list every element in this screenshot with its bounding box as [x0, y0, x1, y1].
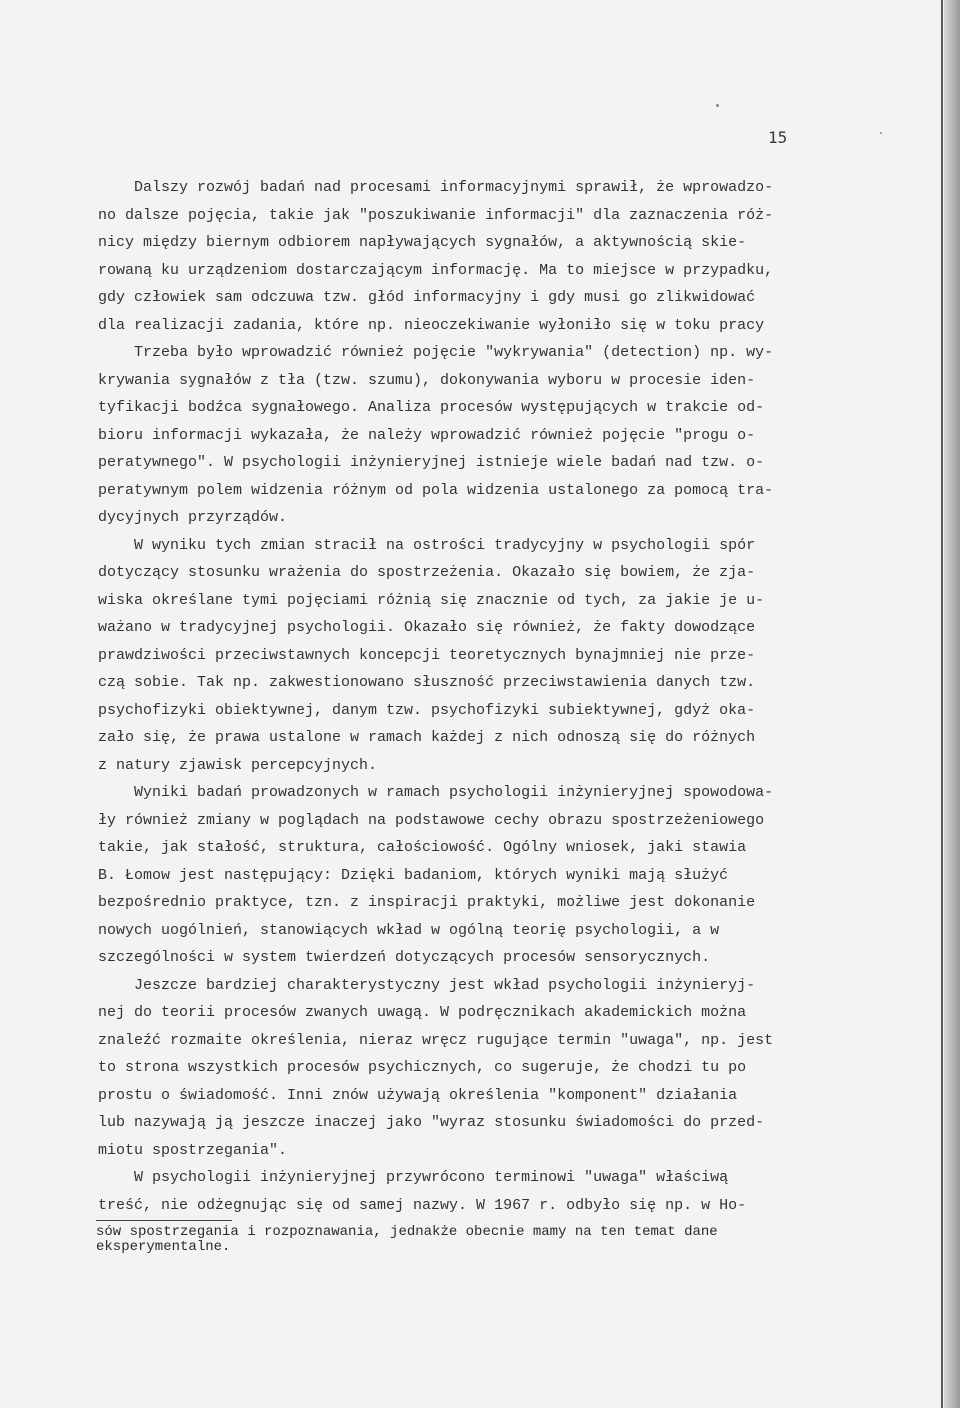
text-line: rowaną ku urządzeniom dostarczającym informację. Ma to miejsce w przypadku,	[98, 261, 774, 279]
text-line: no dalsze pojęcia, takie jak "poszukiwanie informacji" dla zaznaczenia róż-	[98, 206, 774, 224]
text-line: prawdziwości przeciwstawnych koncepcji teoretycznych bynajmniej nie prze-	[98, 646, 756, 664]
text-line: ważano w tradycyjnej psychologii. Okazało się również, że fakty dowodzące	[98, 619, 756, 636]
page-number: 15	[768, 128, 788, 147]
text-line: nej do teorii procesów zwanych uwagą. W podręcznikach akademickich można	[98, 1004, 747, 1021]
text-line: tyfikacji bodźca sygnałowego. Analiza procesów występujących w trakcie od-	[98, 399, 765, 416]
text-line: W wyniku tych zmian stracił na ostrości tradycyjny w psychologii spór	[98, 536, 756, 554]
text-line: Jeszcze bardziej charakterystyczny jest wkład psychologii inżynieryj-	[98, 976, 756, 994]
footnote-separator	[96, 1220, 232, 1221]
body-text	[98, 174, 798, 1219]
speck-mark	[716, 104, 719, 107]
text-line: krywania sygnałów z tła (tzw. szumu), dokonywania wyboru w procesie iden-	[98, 371, 756, 389]
page-edge-shadow	[944, 0, 960, 1408]
text-line: gdy człowiek sam odczuwa tzw. głód informacyjny i gdy musi go zlikwidować	[98, 289, 756, 306]
text-line: dycyjnych przyrządów.	[98, 509, 288, 526]
text-line: z natury zjawisk percepcyjnych.	[98, 756, 378, 774]
text-line: czą sobie. Tak np. zakwestionowano słuszność przeciwstawienia danych tzw.	[98, 674, 756, 691]
text-line: prostu o świadomość. Inni znów używają określenia "komponent" działania	[98, 1086, 738, 1104]
footnote-line: eksperymentalne.	[96, 1239, 231, 1255]
text-line: miotu spostrzegania".	[98, 1141, 288, 1159]
text-line: peratywnego". W psychologii inżynieryjnej istnieje wiele badań nad tzw. o-	[98, 454, 765, 471]
footnote-line: sów spostrzegania i rozpoznawania, jednakże obecnie mamy na ten temat dane	[96, 1224, 718, 1240]
text-line: Dalszy rozwój badań nad procesami informacyjnymi sprawił, że wprowadzo-	[98, 179, 774, 196]
text-line: zało się, że prawa ustalone w ramach każdej z nich odnoszą się do różnych	[98, 729, 756, 746]
text-line: bioru informacji wykazała, że należy wprowadzić również pojęcie "progu o-	[98, 426, 756, 444]
text-line: szczególności w system twierdzeń dotyczących procesów sensorycznych.	[98, 949, 711, 966]
text-line: psychofizyki obiektywnej, danym tzw. psychofizyki subiektywnej, gdyż oka-	[98, 701, 756, 719]
text-line: W psychologii inżynieryjnej przywrócono terminowi "uwaga" właściwą	[98, 1169, 729, 1186]
text-line: dla realizacji zadania, które np. nieoczekiwanie wyłoniło się w toku pracy	[98, 316, 765, 334]
text-line: wiska określane tymi pojęciami różnią się znacznie od tych, za jakie je u-	[98, 591, 765, 609]
text-line: Trzeba było wprowadzić również pojęcie "wykrywania" (detection) np. wy-	[98, 344, 774, 361]
text-line: lub nazywają ją jeszcze inaczej jako "wyraz stosunku świadomości do przed-	[98, 1114, 765, 1131]
footnote	[96, 1225, 800, 1255]
text-line: to strona wszystkich procesów psychicznych, co sugeruje, że chodzi tu po	[98, 1059, 747, 1076]
text-line: Wyniki badań prowadzonych w ramach psychologii inżynieryjnej spowodowa-	[98, 784, 774, 801]
text-line: znaleźć rozmaite określenia, nieraz wręcz rugujące termin "uwaga", np. jest	[98, 1031, 774, 1049]
text-line: nowych uogólnień, stanowiących wkład w ogólną teorię psychologii, a w	[98, 921, 720, 939]
text-line: peratywnym polem widzenia różnym od pola widzenia ustalonego za pomocą tra-	[98, 481, 774, 499]
text-line: dotyczący stosunku wrażenia do spostrzeżenia. Okazało się bowiem, że zja-	[98, 564, 756, 581]
text-line: nicy między biernym odbiorem napływających sygnałów, a aktywnością skie-	[98, 234, 747, 251]
text-line: bezpośrednio praktyce, tzn. z inspiracji praktyki, możliwe jest dokonanie	[98, 894, 756, 911]
text-line: ły również zmiany w poglądach na podstawowe cechy obrazu spostrzeżeniowego	[98, 811, 765, 829]
text-line: B. Łomow jest następujący: Dzięki badaniom, których wyniki mają służyć	[98, 866, 729, 884]
page-edge-line	[941, 0, 943, 1408]
text-line: takie, jak stałość, struktura, całościowość. Ogólny wniosek, jaki stawia	[98, 839, 747, 856]
speck-mark	[880, 132, 882, 134]
text-line: treść, nie odżegnując się od samej nazwy. W 1967 r. odbyło się np. w Ho-	[98, 1196, 747, 1214]
